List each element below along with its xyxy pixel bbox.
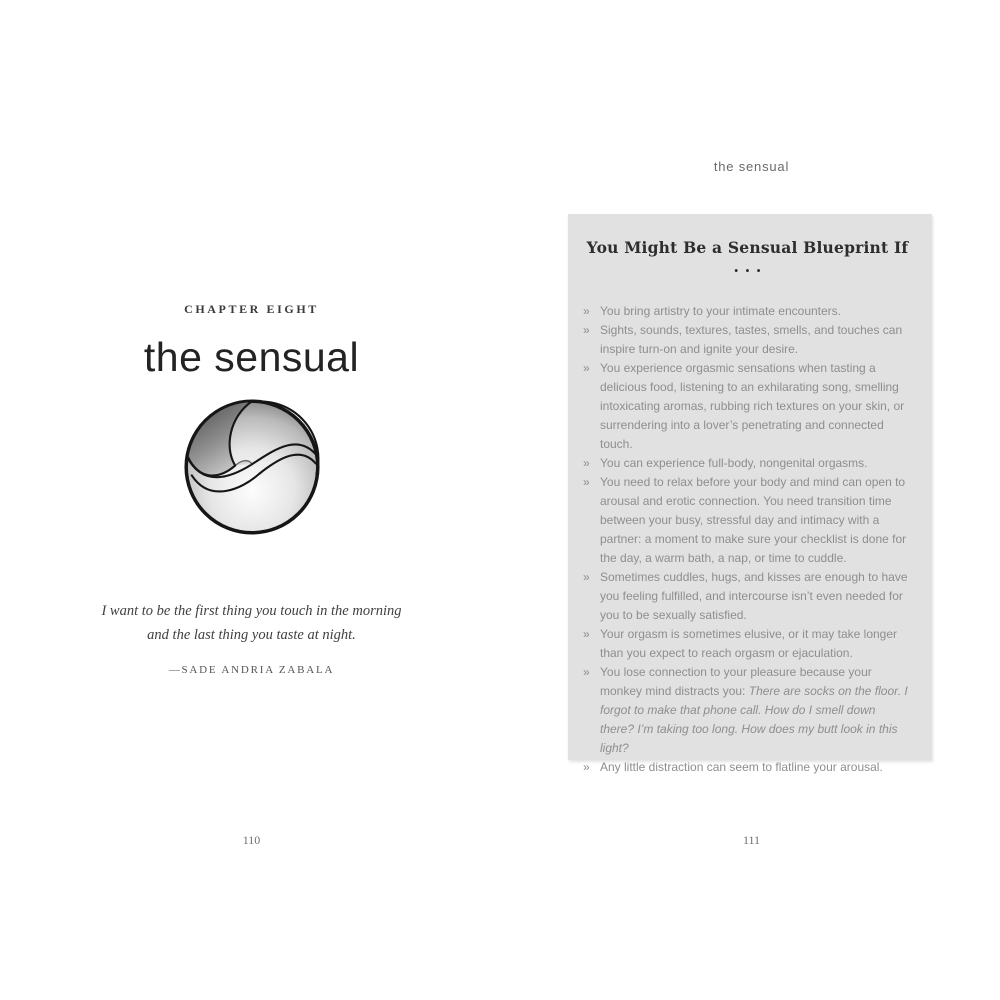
checklist-item-text: You can experience full-body, nongenital orgasms.: [600, 456, 868, 470]
checklist-item: [583, 454, 912, 473]
checklist-item: [583, 758, 912, 777]
checklist-item: [583, 663, 912, 758]
checklist-item-text: Your orgasm is sometimes elusive, or it may take longer than you expect to reach orgasm or ejaculation.: [600, 627, 898, 660]
chevron-bullet-icon: »: [583, 475, 590, 489]
chevron-bullet-icon: »: [583, 665, 590, 679]
chevron-bullet-icon: »: [583, 361, 590, 375]
checklist-item-text: Sights, sounds, textures, tastes, smells, and touches can inspire turn-on and ignite your desire.: [600, 323, 903, 356]
chapter-label: CHAPTER EIGHT: [184, 302, 319, 316]
quote-line-2: and the last thing you taste at night.: [147, 627, 356, 643]
chevron-bullet-icon: »: [583, 627, 590, 641]
quote-attribution: —SADE ANDRIA ZABALA: [168, 664, 335, 676]
checklist-item-text: You experience orgasmic sensations when tasting a delicious food, listening to an exhilarating song, smelling intoxicating aromas, rubbing rich textures on your skin, or surrendering into a lover’s penetrating and connected touch.: [600, 361, 905, 451]
checklist-item-text: Any little distraction can seem to flatline your arousal.: [600, 760, 883, 774]
checklist-item-text: You lose connection to your pleasure because your monkey mind distracts you: There are socks on the floor. I forgot to make that phone call. How do I smell down there? I’m taking too long. How does my butt look in this light?: [600, 665, 908, 755]
checklist-item: [583, 568, 912, 625]
checklist-item-text: Sometimes cuddles, hugs, and kisses are enough to have you feeling fulfilled, and intercourse isn’t even needed for you to be sexually satisfied.: [600, 570, 908, 622]
blueprint-checklist-box: [568, 214, 932, 774]
checklist-item: [583, 359, 912, 454]
blueprint-checklist: [583, 302, 912, 777]
quote-line-1: I want to be the first thing you touch in the morning: [101, 603, 402, 619]
chevron-bullet-icon: »: [583, 760, 590, 774]
chevron-bullet-icon: »: [583, 323, 590, 337]
checklist-item: [583, 473, 912, 568]
running-header: the sensual: [713, 159, 790, 174]
epigraph-quote: [40, 599, 463, 647]
page-number-right: 111: [742, 833, 761, 847]
checklist-item-text: You bring artistry to your intimate encounters.: [600, 304, 842, 318]
chevron-bullet-icon: »: [583, 456, 590, 470]
swirl-sphere-icon: [182, 397, 322, 537]
checklist-item: [583, 321, 912, 359]
chevron-bullet-icon: »: [583, 570, 590, 584]
checklist-item: [583, 302, 912, 321]
box-title: You Might Be a Sensual Blueprint If . . .: [586, 238, 909, 276]
checklist-item: [583, 625, 912, 663]
chapter-title: the sensual: [143, 334, 360, 380]
checklist-item-text: You need to relax before your body and mind can open to arousal and erotic connection. You need transition time between your busy, stressful day and intimacy with a partner: a moment to make sure your checklist is done for the day, a warm bath, a nap, or time to cuddle.: [600, 475, 907, 565]
page-number-left: 110: [242, 833, 261, 847]
chevron-bullet-icon: »: [583, 304, 590, 318]
